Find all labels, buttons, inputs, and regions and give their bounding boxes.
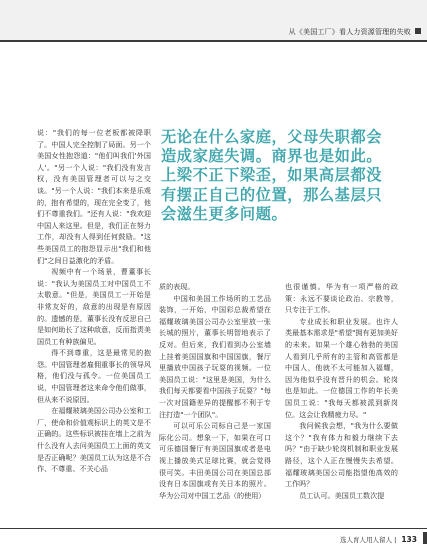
footer-separator: | (394, 536, 399, 544)
paragraph: 质的表现。 (159, 282, 195, 291)
paragraph: 得不到尊重，这是最常见的抱怨。中国管理者雇佣重事长的领导风格，他们没与孤令。一位美国员工说，中国管理者这来命令他们做事，但从来不说原因。 (37, 348, 151, 404)
magazine-name: 选人育人用人留人 (340, 536, 392, 544)
header-marker (415, 28, 421, 34)
paragraph: 我问候我会想，"我为什么要做这个？"我有体力和毅力继续下去吗？"由于缺少轮岗机制和职业发展路径，这个人正在慢慢失去希望。福耀玻璃美国公司能指望他高效的工作吗？ (285, 421, 398, 489)
paragraph: 中国和美国工作场所的工艺品装饰，一开始，中国彩总裁希望在福耀玻璃美国公司办公室里放一张长城的照片，董事长明智地表示了反对。但后来，我们看到办公室墙上挂着美国国旗和中国国旗，餐厅里播放中国孩子玩耍的视频。一位美国员工说："这里是美国，为什么我们每天都要看中国孩子玩耍？"每一次对国籍差异的提醒都不利于专注打造"一个团队"。 (159, 293, 271, 419)
footer-rule (0, 528, 427, 529)
paragraph: 在福耀玻璃美国公司办公室和工厂，使命和价值观标识上的英文是不正确的。这些标识被挂在墙上之前为什么没有人去问美国员工上面的英文是否正确呢？美国员工认为这是不合作、不尊重、不关心品 (37, 406, 151, 474)
article-column-1 (37, 127, 151, 475)
header-rule (0, 40, 427, 42)
pull-quote: 无论在什么家庭，父母失职都会造成家庭失调。商界也是如此。上梁不正下梁歪，如果高层都没有摆正自己的位置，那么基层只会滋生更多问题。 (161, 128, 383, 223)
paragraph: 视频中有一个场景，曹董事长说："我认为美国员工对中国员工不太敬意。"但是，美国员工一开始是非常友好的，敌意的出现是有原因的。遗憾的是，董事长没有反思自己是如何助长了这种敌意，反而指责美国员工有种族偏见。 (37, 267, 151, 346)
paragraph: 也很谨慎。华为有一项严格的政策：永远不要谈论政治、宗教等，只专注于工作。 (285, 282, 398, 315)
article-column-2 (159, 281, 271, 501)
article-column-3 (285, 281, 398, 501)
paragraph: 员工认可。美国员工数次提 (299, 490, 385, 500)
page-header (0, 0, 427, 40)
header-title: 从《美国工厂》看人力资源管理的失败 (288, 28, 411, 36)
paragraph: 专业成长和职业发展。也许人类最基本需求是"希望"拥有更加美好的未来。如果一个雄心勃勃的美国人看到几乎所有的主管和高管都是中国人，他就不太可能加入福耀，因为他似乎没有晋升的机会。轮岗也是如此。一位德国工作的年长美国员工说："我每天都被派到新岗位。这会让我精疲力尽。" (285, 316, 398, 419)
footer-marker (423, 532, 427, 544)
page-footer (340, 535, 417, 544)
page-number: 133 (401, 535, 417, 544)
paragraph: 可以可乐公司标自己是一家国际化公司。想象一下，如果在可口可乐德国餐厅有美国国旗或者是电视上播放美式足球比赛，就会觉得很可笑。丰田美国公司在美国总部没有日本国旗或有关日本的照片。华为公司对中国工艺品（的使用） (159, 421, 271, 500)
paragraph: 说："我们的每一位老板都被降职了。中国人完全控制了局面。另一个美国女性抱怨道："他们叫我们'外国人'。"另一个人说："我们没有发言权，没有美国管理者可以与之交谈。"另一个人说："我们本来是乐观的，抱有希望的，现在完全变了，他们不尊重我们。"还有人说："我欢迎中国人来这里。但是，我们正在努力工作，却没有人得到任何鼓励。"这些美国员工的抱怨显示出"我们和他们"之间日益激化的矛盾。 (37, 128, 151, 265)
